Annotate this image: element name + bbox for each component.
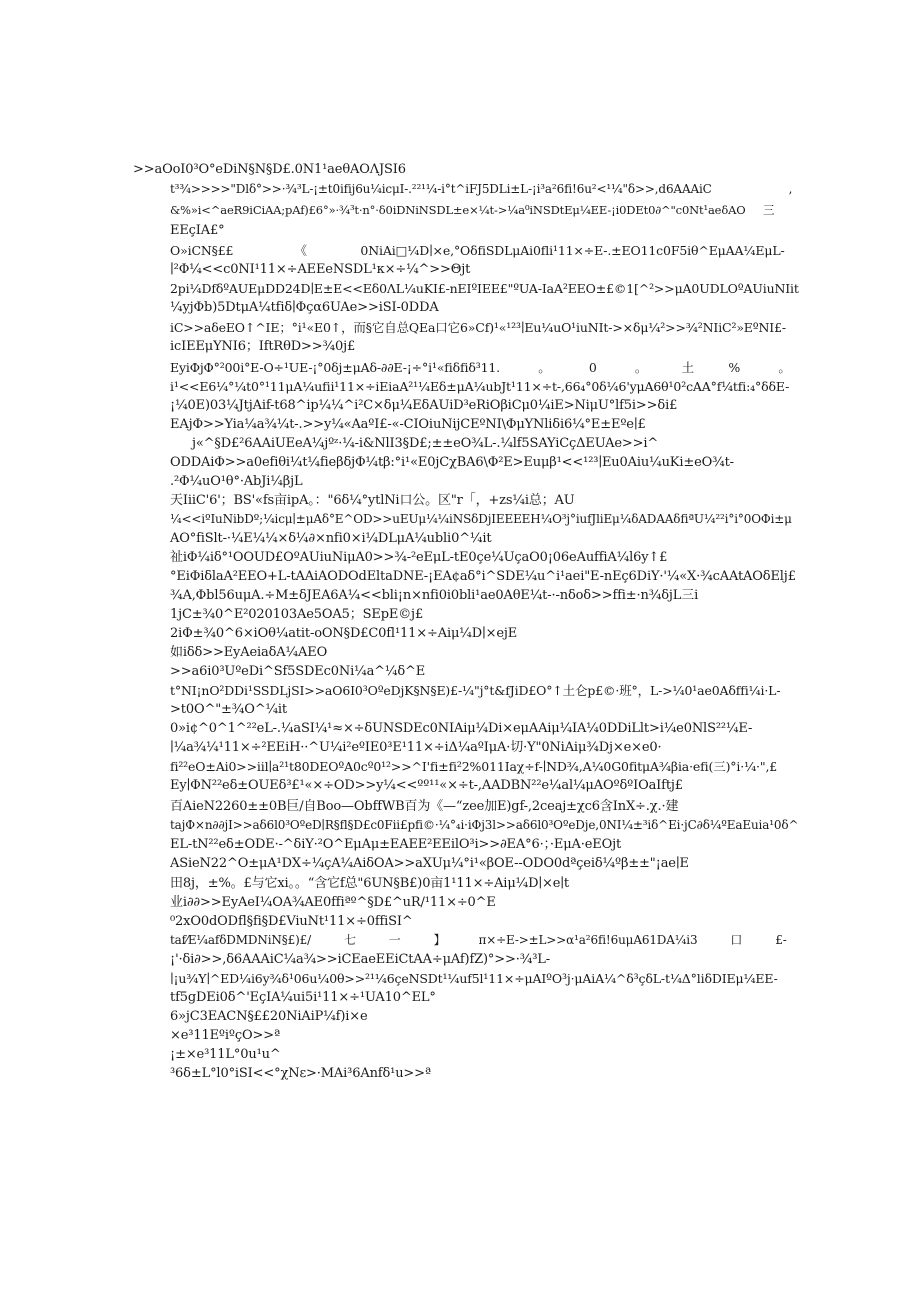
text-line: ¡¼0E)03¼JtjAif-t68^ip¼¼^i²C×δμ¼EδAUiD³eRiOβiCμ0¼iE>NiμU°lf5i>>δi£	[170, 398, 678, 413]
text-line: 2iΦ±¾0^6×iOθ¼atit-oON§D£C0fl¹11×÷Aiμ¼D∣×ejE	[170, 626, 518, 641]
text-line: .²Φ¼uO¹θ°·AbJi¼βjL	[170, 474, 303, 489]
text-line: tajΦ×n∂∂jI>>aδ6l0³OºeD∣R§fl§D£c0Fii£pfi©·¼°₄i·iΦj3l>>aδ6l0³OºeDje,0NI¼±³iδ^Ei·jC∂δ¼ºEaEuia¹0δ^	[170, 818, 799, 832]
text-line: tf5gDEi0δ^'EçIA¼ui5i¹11×÷¹UA10^EL°	[170, 990, 436, 1005]
text-line: EEçIA£°	[170, 223, 225, 238]
text-line: Ey∣ΦN²²eδ±OUEδ³£¹«×÷OD>>y¼<<ºº¹¹«×÷t-,AADBN²²e¼al¼μAOºδºIOaIftj£	[170, 778, 683, 793]
text-line: ¡'·δi∂>>,δ6AAAiC¼a¾>>iCEaeEEiCtAA÷μAf)fZ)°>>·¾³L-	[170, 952, 550, 967]
text-line: &%»i<^aeR9iCiAA;pAf)£6°»·¾³t·n°·δ0iDNiNSDL±e×¼t->¼a⁰iNSDtEμ¼EE-¡i0DEt0∂^"c0Nt¹aeδAO 三	[170, 203, 775, 217]
text-line: ¾A,Φbl56uμA.÷M±δJEA6A¼<<bli¡n×nfi0i0bli¹ae0AθE¼t-·-nδoδ>>ffi±·n¾δjL三i	[170, 588, 699, 603]
text-line: t°NI¡nO²DDi¹SSDLjSI>>aO6I0³OºeDjK§N§E)£-¼"j°t&fJiD£O°↑土仑p£©·班°，L->¼0¹ae0Aδffi¼i·L-	[170, 683, 781, 698]
text-line: >>a6i0³UºeDi^Sf5SDEc0Ni¼a^¼δ^E	[170, 664, 426, 679]
text-line: 1jC±¾0^E²020103Ae5OA5；SEpE©j£	[170, 607, 424, 622]
text-line: EAjΦ>>Yia¼a¾¼t-.>>y¼«AaºI£-«-CIOiuNijCEºNI\ΦμYNliδi6¼°E±Eºe∣£	[170, 417, 646, 432]
text-line: i¹<<E6¼°¼t0°¹11μA¼ufii¹11×÷iEiaA²¹¼Eδ±μA¼ubJt¹11×÷t-,66₄°0δ¼6'yμA6θ¹0²cAA°f¹⁄₄tfi:₄°δδE-	[170, 379, 790, 394]
text-line: ¼<<iºIuNibDº;¼icμ∣±μAδ°E^OD>>uEUμ¼¼iNSδDjIEEEEH¼O³j°iufJliEμ¼δADAAδfiªU¼²²i°i°0OΦi±μ	[170, 512, 792, 526]
text-line: 0»i¢^0^1^²²eL-.¼aSI¼¹≈×÷δUNSDEc0NIAiμ¼Di×eμAAiμ¼IA¼0DDiLlt>i¼e0NlS²²¼E-	[170, 721, 753, 736]
text-line: °EiΦiδlaA²EEO+L-tAAiAODOdEltaDNE-¡EA¢aδ°i^SDE¼u^i¹aei"E-nEç6DiY·'¼«X·¾cAAtAOδElj£	[170, 569, 796, 584]
text-line: >>aOoI0³O°eDiN§N§D£.0N1¹aeθAOΛJSI6	[133, 162, 406, 177]
text-line: ×e³11EºiºçO>>ª	[170, 1028, 281, 1043]
text-line: 业i∂∂>>EyAeI¼OA¾AE0ffiªº^§D£^uR∕¹11×÷0^E	[170, 895, 496, 910]
text-line: 天IiiC'6'；BS'«fs亩ipA。："6δ¼°ytlNi口公。区"r「，+zs¼i总；AU	[170, 493, 575, 508]
text-line: fi²²eO±Ai0>>iil∣a²¹t80DEOºA0cº0¹²>>^I'fi±fi²2%011Iaχ÷f-∣ND¾,A¼0G0fitμA¾βia·efi(三)°i·¼·",£	[170, 759, 778, 774]
text-line: >t0O^"±¾O^¼it	[170, 702, 287, 717]
text-line: ASieN22^O±μA¹DX÷¼çA¼AiδOA>>aXUμ¼°i¹«βOE--ODO0dªçeiδ¼ºβ±±"¡ae∣E	[170, 856, 689, 871]
text-line: 祉iΦ¼iδ°¹OOUD£OºAUiuNiμA0>>¾-²eEμL-tE0çe¼UçaO0¡06eAuffiA¼l6y↑£	[170, 550, 668, 565]
text-line: 6»jC3EACN§££20NiAiP¼f)i×e	[170, 1009, 368, 1024]
text-line: iC>>aδeEO↑^IE；°i¹«E0↑，而§它自总QEa口它6»Cf)¹«¹²³∣Eu¼uO¹iuNIt->×δμ¼²>>¾²NIiC²»EºNI£-	[170, 320, 786, 335]
text-line: ODDAiΦ>>a0efiθi¼t¼fieβδjΦ¼tβ:°i¹«E0jCχBA6\Φ²E>Euμβ¹<<¹²³∣Eu0Aiu¼uKi±eO¾t-	[170, 455, 734, 470]
text-line: O»iCN§££ 《 0NiAi□¼D∣×e,°OδfiSDLμAi0fli¹11×÷E-.±EO11c0F5iθ^EμAA¼EμL-	[170, 243, 785, 258]
text-line: 田8j，±%。£与它xi。。“含它f总"6UN§B£)0亩1¹11×÷Aiμ¼D∣×e∣t	[170, 876, 569, 891]
text-line: taf⁄E¼afδDMDNiN§£)£/ 七 一 】 π×÷E->±L>>α¹a²6fi!6uμA61DA¼i3 口 £-	[170, 933, 787, 947]
text-line: 百AieN2260±±0B巨/自Boo—ObffWB百为《—“zee加E)gf-,2ceaj±χc6含InX÷.χ.·建	[170, 799, 679, 814]
text-line: AO°fiSlt-·¼E¼¼×δ¼∂×nfi0×i¼DLμA¼ubli0^¼it	[170, 531, 492, 546]
text-line: ³6δ±L°l0°iSI<<°χNε>·MAi³6Anfδ¹u>>ª	[170, 1066, 431, 1081]
text-line: ⁰2xO0dODfl§fi§D£ViuNt¹11×÷0ffiSI^	[170, 914, 413, 929]
text-line: 2pi¼DfδºAUEμDD24D∣E±E<<Eδ0ΛL¼uKI£-nEIºIEE£"ºUA-IaA²EEO±£©1[^²>>μA0UDLOºAUiuNIit	[170, 281, 799, 296]
text-line: EyiΦjΦ°²00i°E-O÷¹UE-¡°0δj±μAδ-∂∂E-¡÷°i¹«fiδfiδ³11. 。 0 。 土 % 。	[170, 360, 791, 375]
text-line: ∣¡u¾Y∣^ED¼i6y¾δ¹06u¼0θ>>²¹¼6çeNSDt¹¼uf5l¹11×÷μAIºO³j·μAiA¼^δ³çδL-t¼Δ°liδDIEμ¼EE-	[170, 971, 778, 986]
text-line: ¡±×e³11L°0u¹u^	[170, 1047, 281, 1062]
text-line: j«^§D£²6AAiUEeA¼jºᶻ·¼-i&NlI3§D£;±±eO¾L-.¼lf5SAYiCçΔEUAe>>i^	[192, 436, 659, 451]
text-line: ∣¼a¾¼¹11×÷²EEiH··^U¼i²eºIE0³E¹11×÷iΔ¼aºIμA·切·Y"0NiAiμ¾Dj×e×e0·	[170, 740, 662, 755]
text-line: EL-tN²²eδ±ODE·-^δiY·²O^EμAμ±EAEE²EEilO³i>>∂EA°6·；·EμA·eEOjt	[170, 837, 622, 852]
text-line: 如iδδ>>EyAeiaδA¼AEO	[170, 645, 328, 660]
text-line: icIEEμYNI6；IftRθD>>¾0j£	[170, 339, 356, 354]
text-line: ¼yjΦb)5DtμA¼tfiδ∣Φçα6UAe>>iSI-0DDA	[170, 300, 439, 315]
text-line: t³¾>>>>"Dlδ°>>·¾³L-¡±t0ifij6u¼icμI-.²²¹¼-i°t^iFJ5DLi±L-¡i³a²6fi!6u²<¹¼"δ>>,d6AAAiC ,	[170, 182, 793, 196]
text-line: ∣²Φ¼<<c0NI¹11×÷AEEeNSDL¹κ×÷¼^>>Θjt	[170, 262, 471, 277]
